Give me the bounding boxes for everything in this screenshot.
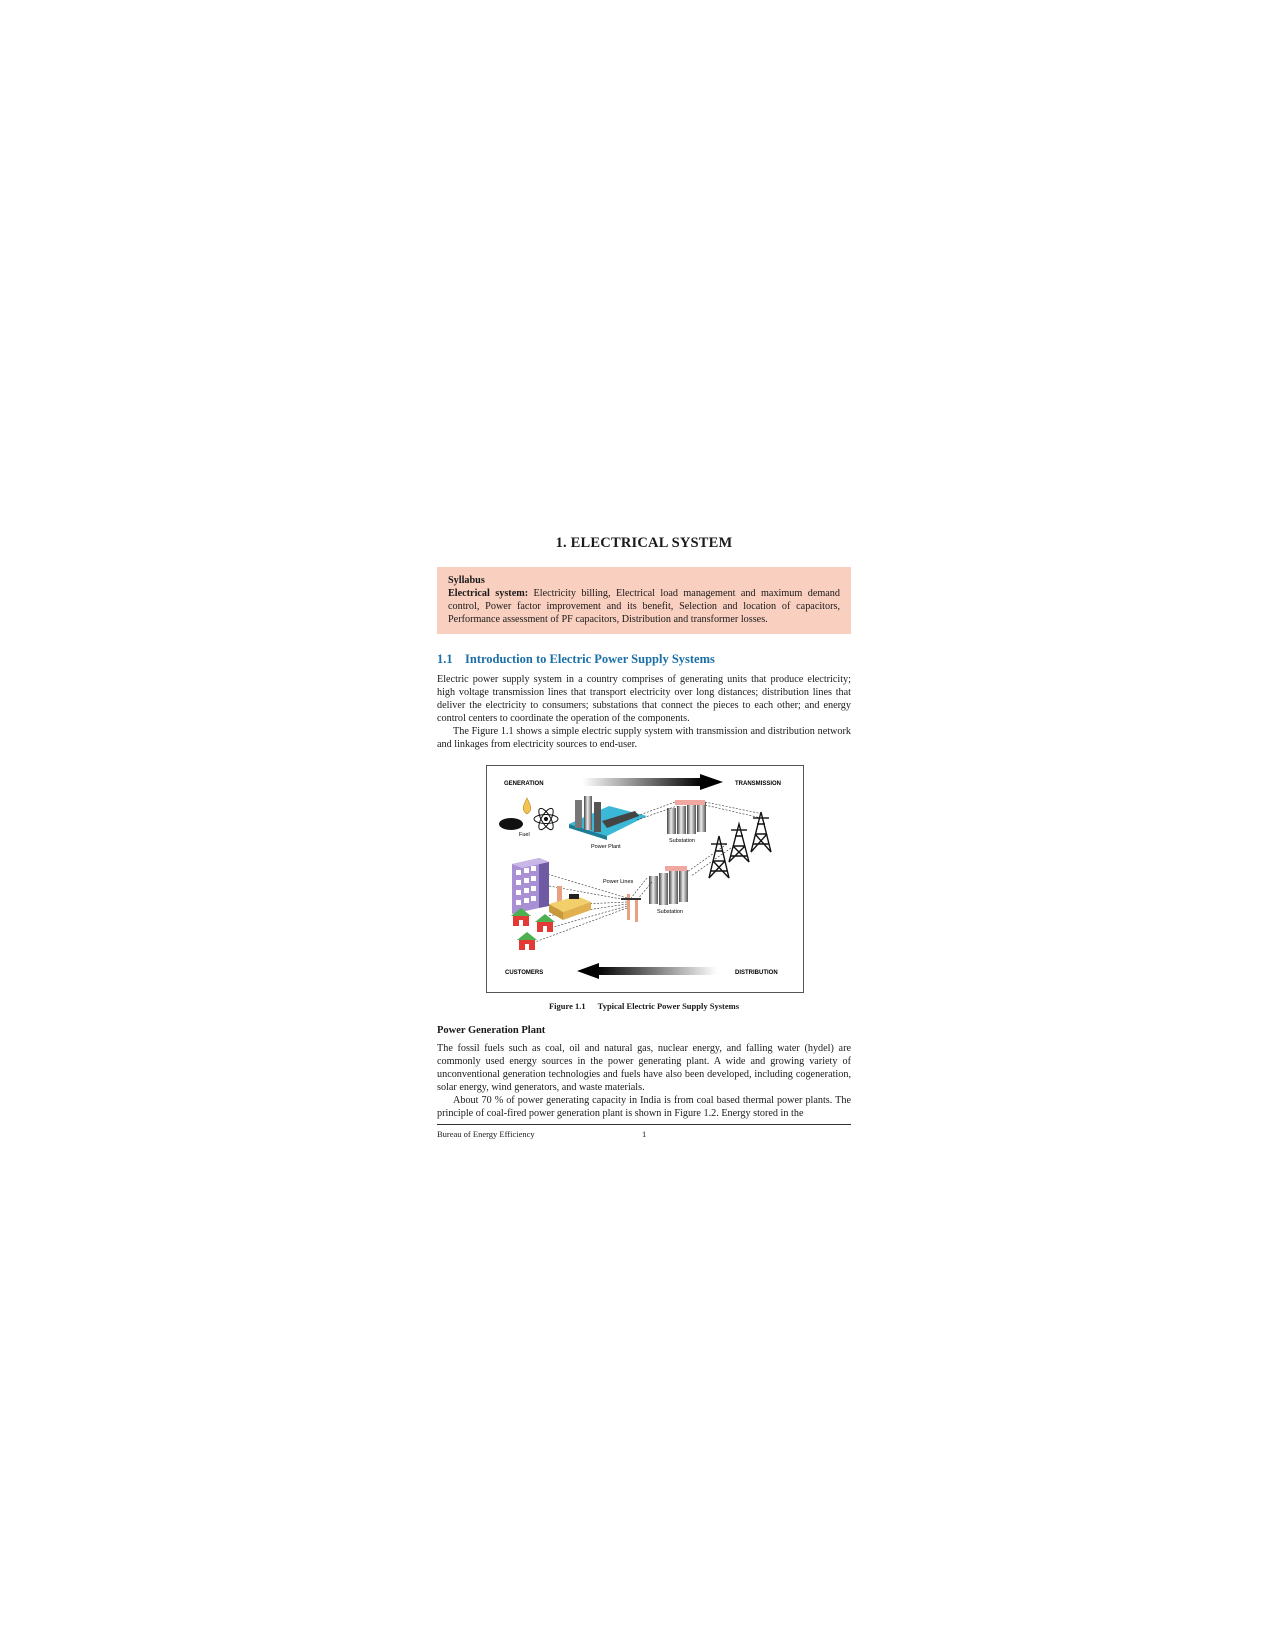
section-title — [437, 652, 715, 667]
oil-drop-icon — [523, 798, 531, 814]
label-transmission: TRANSMISSION — [735, 781, 782, 787]
arrow-distribution-to-customers — [577, 963, 717, 979]
footer-organization: Bureau of Energy Efficiency — [437, 1129, 535, 1139]
coal-icon — [499, 818, 523, 830]
footer-divider — [437, 1124, 851, 1125]
syllabus-heading: Syllabus — [448, 575, 485, 586]
atom-icon — [534, 806, 558, 831]
label-substation-bottom: Substation — [657, 909, 683, 915]
house-2-icon — [535, 914, 555, 932]
syllabus-label: Electrical system: — [448, 588, 529, 599]
factory-icon — [549, 886, 591, 920]
power-generation-heading: Power Generation Plant — [437, 1025, 546, 1036]
figure-power-supply-system — [486, 765, 804, 993]
figure-caption-number: Figure 1.1 — [548, 1001, 586, 1011]
label-generation: GENERATION — [504, 781, 544, 787]
figure-caption-text: Typical Electric Power Supply Systems — [597, 1001, 740, 1011]
substation-bottom-icon — [649, 866, 688, 915]
label-substation-top: Substation — [669, 838, 695, 844]
label-customers: CUSTOMERS — [505, 970, 544, 976]
power-generation-paragraph-2: About 70 % of power generating capacity in India is from coal based thermal power plants. The principle of coal-fired power generation plant is shown in Figure 1.2. Energy stored in the — [437, 1095, 851, 1119]
tower-1-icon — [709, 836, 729, 878]
fuel-icons — [499, 798, 558, 838]
label-fuel: Fuel — [519, 832, 530, 838]
page-footer — [437, 1129, 851, 1139]
page-number: 1 — [642, 1129, 647, 1139]
label-power-plant: Power Plant — [591, 844, 621, 850]
house-3-icon — [517, 932, 537, 950]
arrow-generation-to-transmission — [582, 774, 723, 790]
transmission-towers — [709, 812, 771, 878]
office-building-icon — [512, 858, 549, 914]
power-plant-icon — [569, 796, 647, 850]
distribution-poles — [603, 879, 641, 922]
power-supply-diagram — [487, 766, 803, 992]
house-icons — [511, 908, 555, 950]
syllabus-body — [448, 587, 840, 626]
tower-2-icon — [729, 824, 749, 862]
section-number: 1.1 — [437, 652, 453, 666]
power-generation-paragraph-1: The fossil fuels such as coal, oil and natural gas, nuclear energy, and falling water (hydel) are commonly used energy sources in the power generating plant. A wide and growing variety of unconventional generation technologies and fuels have also been developed, including cogeneration, solar energy, wind generators, and waste materials. — [437, 1043, 851, 1093]
syllabus-text: Electricity billing, Electrical load management and maximum demand control, Power factor improvement and its benefit, Selection and location of capacitors, Performance assessment of PF capacitors, Distribution and transformer losses. — [448, 588, 840, 625]
substation-top-icon — [667, 800, 706, 844]
intro-paragraph-2: The Figure 1.1 shows a simple electric supply system with transmission and distribution network and linkages from electricity sources to end-user. — [437, 726, 851, 750]
section-title-text: Introduction to Electric Power Supply Systems — [465, 652, 715, 666]
chapter-title: 1. ELECTRICAL SYSTEM — [555, 535, 733, 551]
label-distribution: DISTRIBUTION — [735, 970, 778, 976]
label-power-lines: Power Lines — [603, 879, 634, 885]
figure-caption — [437, 1001, 851, 1011]
syllabus-box — [437, 567, 851, 634]
intro-paragraph-1: Electric power supply system in a country comprises of generating units that produce electricity; high voltage transmission lines that transport electricity over long distances; distribution lines that deliver the electricity to consumers; substations that connect the pieces to each other; and energy control centers to coordinate the operation of the components. — [437, 674, 851, 724]
